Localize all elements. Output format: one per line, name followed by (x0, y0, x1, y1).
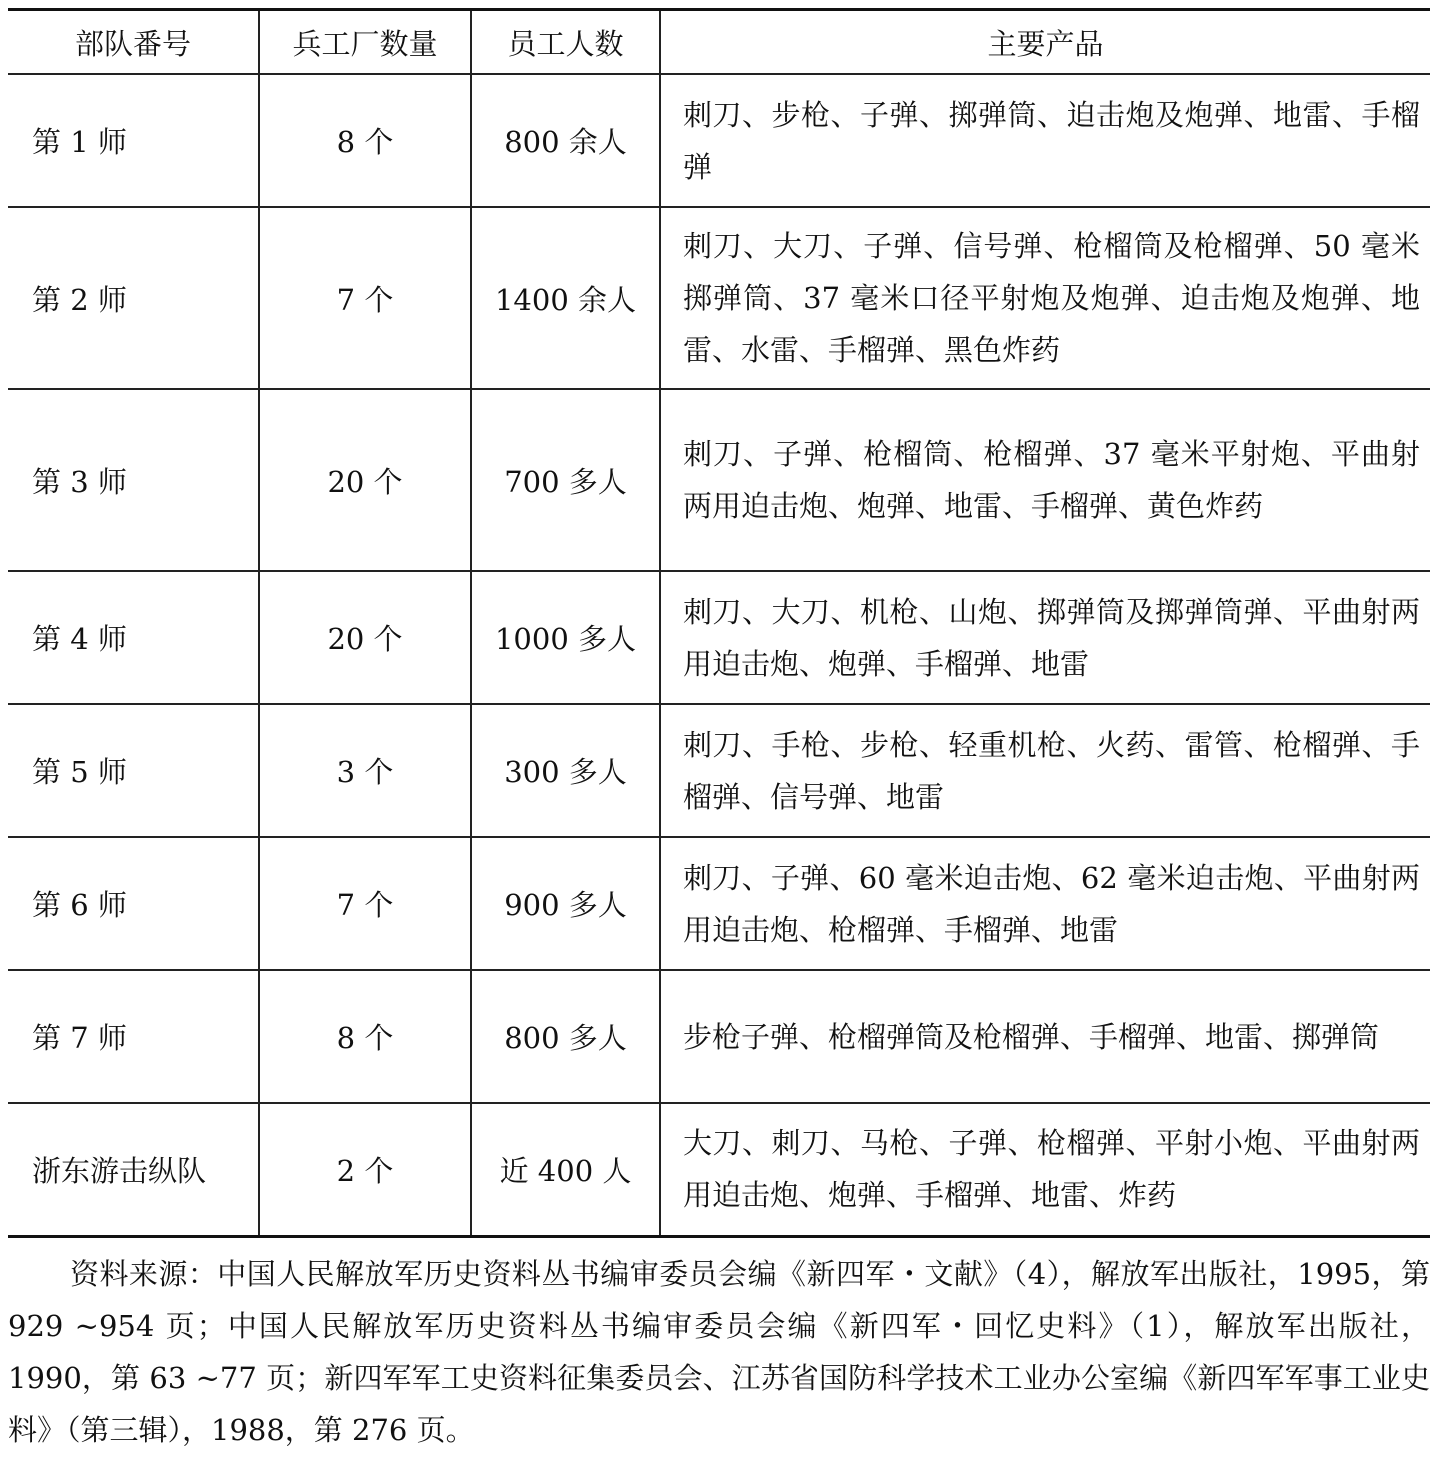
factory-count-cell: 20 个 (259, 389, 471, 571)
table-row (8, 207, 1430, 389)
factory-count-cell: 2 个 (259, 1103, 471, 1236)
staff-count-cell: 近 400 人 (471, 1103, 660, 1236)
factory-count-cell: 3 个 (259, 704, 471, 837)
factory-count-cell: 8 个 (259, 74, 471, 207)
products-cell: 步枪子弹、枪榴弹筒及枪榴弹、手榴弹、地雷、掷弹筒 (660, 970, 1430, 1103)
products-cell: 刺刀、手枪、步枪、轻重机枪、火药、雷管、枪榴弹、手榴弹、信号弹、地雷 (660, 704, 1430, 837)
unit-cell: 第 4 师 (8, 571, 259, 704)
source-note: 资料来源：中国人民解放军历史资料丛书编审委员会编《新四军・文献》（4），解放军出版社，1995，第 929 ~954 页；中国人民解放军历史资料丛书编审委员会编《新四军・回忆史料》（1），解放军出版社，1990，第 63 ~77 页；新四军军工史资料征集委员会、江苏省国防科学技术工业办公室编《新四军军事工业史料》（第三辑），1988，第 276 页。 (8, 1257, 1430, 1447)
unit-cell: 第 7 师 (8, 970, 259, 1103)
staff-count-cell: 1400 余人 (471, 207, 660, 389)
table-row (8, 1103, 1430, 1236)
staff-count-cell: 800 余人 (471, 74, 660, 207)
table-row (8, 704, 1430, 837)
staff-count-cell: 700 多人 (471, 389, 660, 571)
unit-cell: 第 6 师 (8, 837, 259, 970)
products-cell: 刺刀、子弹、枪榴筒、枪榴弹、37 毫米平射炮、平曲射两用迫击炮、炮弹、地雷、手榴弹、黄色炸药 (660, 389, 1430, 571)
table-row (8, 837, 1430, 970)
table-row (8, 571, 1430, 704)
factory-count-cell: 20 个 (259, 571, 471, 704)
factory-count-cell: 7 个 (259, 837, 471, 970)
staff-count-cell: 1000 多人 (471, 571, 660, 704)
header-main-products: 主要产品 (660, 10, 1430, 75)
unit-cell: 第 1 师 (8, 74, 259, 207)
arsenal-table (8, 8, 1430, 1238)
factory-count-cell: 8 个 (259, 970, 471, 1103)
unit-cell: 浙东游击纵队 (8, 1103, 259, 1236)
table-row (8, 389, 1430, 571)
header-staff-count: 员工人数 (471, 10, 660, 75)
staff-count-cell: 900 多人 (471, 837, 660, 970)
products-cell: 刺刀、步枪、子弹、掷弹筒、迫击炮及炮弹、地雷、手榴弹 (660, 74, 1430, 207)
unit-cell: 第 3 师 (8, 389, 259, 571)
header-unit: 部队番号 (8, 10, 259, 75)
unit-cell: 第 5 师 (8, 704, 259, 837)
staff-count-cell: 300 多人 (471, 704, 660, 837)
factory-count-cell: 7 个 (259, 207, 471, 389)
unit-cell: 第 2 师 (8, 207, 259, 389)
header-factory-count: 兵工厂数量 (259, 10, 471, 75)
products-cell: 刺刀、大刀、机枪、山炮、掷弹筒及掷弹筒弹、平曲射两用迫击炮、炮弹、手榴弹、地雷 (660, 571, 1430, 704)
products-cell: 大刀、刺刀、马枪、子弹、枪榴弹、平射小炮、平曲射两用迫击炮、炮弹、手榴弹、地雷、炸药 (660, 1103, 1430, 1236)
table-row (8, 970, 1430, 1103)
products-cell: 刺刀、大刀、子弹、信号弹、枪榴筒及枪榴弹、50 毫米掷弹筒、37 毫米口径平射炮及炮弹、迫击炮及炮弹、地雷、水雷、手榴弹、黑色炸药 (660, 207, 1430, 389)
table-header-row (8, 10, 1430, 75)
staff-count-cell: 800 多人 (471, 970, 660, 1103)
products-cell: 刺刀、子弹、60 毫米迫击炮、62 毫米迫击炮、平曲射两用迫击炮、枪榴弹、手榴弹、地雷 (660, 837, 1430, 970)
table-row (8, 74, 1430, 207)
